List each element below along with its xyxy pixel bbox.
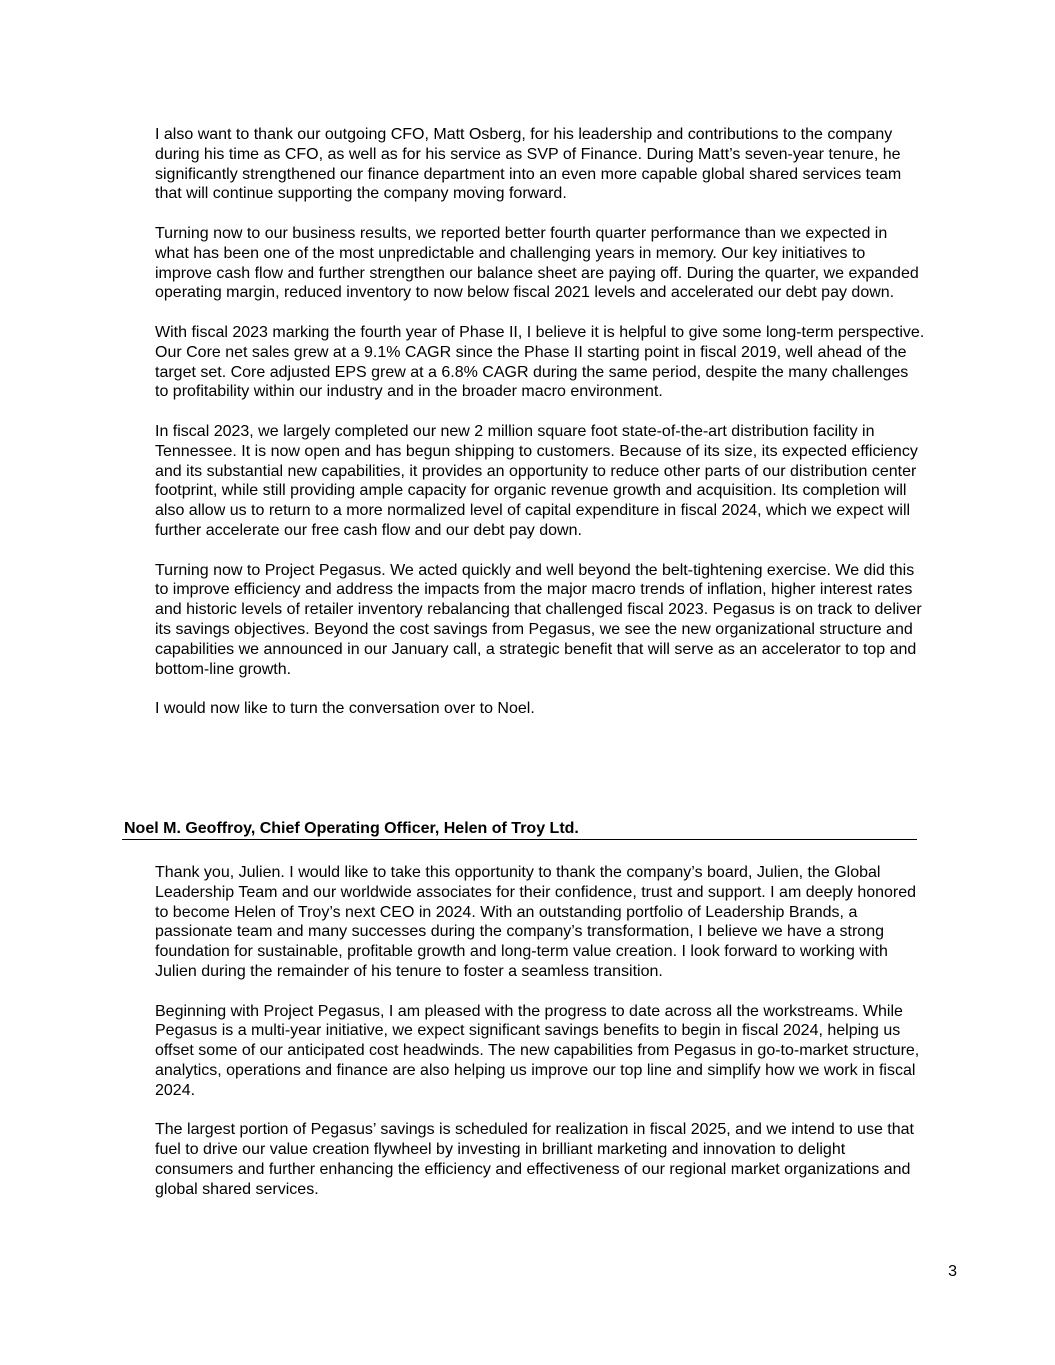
paragraph-distribution-facility: In fiscal 2023, we largely completed our new 2 million square foot state-of-the-art distribution facility in Tennessee. It is now open and has begun shipping to customers. Because of its size, its expected efficiency and its substantial new capabilities, it provides an opportunity to reduce other parts of our distribution center footprint, while still providing ample capacity for organic revenue growth and acquisition. Its completion will also allow us to return to a more normalized level of capital expenditure in fiscal 2024, which we expect will further accelerate our free cash flow and our debt pay down.	[155, 422, 918, 539]
section-cfo-remarks	[155, 125, 925, 719]
section-coo-remarks	[155, 863, 925, 1200]
paragraph-phase-two: With fiscal 2023 marking the fourth year of Phase II, I believe it is helpful to give some long-term perspective. Our Core net sales grew at a 9.1% CAGR since the Phase II starting point in fiscal 2019, well ahead of the target set. Core adjusted EPS grew at a 6.8% CAGR during the same period, despite the many challenges to profitability within our industry and in the broader macro environment.	[155, 323, 925, 401]
paragraph-coo-thanks: Thank you, Julien. I would like to take this opportunity to thank the company’s board, Julien, the Global Leadership Team and our worldwide associates for their confidence, trust and support. I am deeply honored to become Helen of Troy’s next CEO in 2024. With an outstanding portfolio of Leadership Brands, a passionate team and many successes during the company’s transformation, I believe we have a strong foundation for sustainable, profitable growth and long-term value creation. I look forward to working with Julien during the remainder of his tenure to foster a seamless transition.	[155, 864, 917, 980]
paragraph-business-results: Turning now to our business results, we reported better fourth quarter performance than we expected in what has been one of the most unpredictable and challenging years in memory. Our key initiatives to improve cash flow and further strengthen our balance sheet are paying off. During the quarter, we expanded operating margin, reduced inventory to now below fiscal 2021 levels and accelerated our debt pay down.	[155, 224, 919, 302]
page-number: 3	[948, 1263, 957, 1280]
paragraph-cfo-thanks: I also want to thank our outgoing CFO, Matt Osberg, for his leadership and contributions to the company during his time as CFO, as well as for his service as SVP of Finance. During Matt’s seven-year tenure, he significantly strengthened our finance department into an even more capable global shared services team that will continue supporting the company moving forward.	[155, 126, 902, 203]
paragraph-pegasus-savings: The largest portion of Pegasus’ savings is scheduled for realization in fiscal 2025, and we intend to use that fuel to drive our value creation flywheel by investing in brilliant marketing and innovation to delight consumers and further enhancing the efficiency and effectiveness of our regional market organizations and global shared services.	[155, 1121, 914, 1198]
paragraph-pegasus-progress: Beginning with Project Pegasus, I am pleased with the progress to date across all the workstreams. While Pegasus is a multi-year initiative, we expect significant savings benefits to begin in fiscal 2024, helping us offset some of our anticipated cost headwinds. The new capabilities from Pegasus in go-to-market structure, analytics, operations and finance are also helping us improve our top line and simplify how we work in fiscal 2024.	[155, 1002, 920, 1099]
paragraph-handover: I would now like to turn the conversation over to Noel.	[155, 700, 535, 718]
speaker-heading: Noel M. Geoffroy, Chief Operating Officer, Helen of Troy Ltd.	[122, 818, 917, 840]
paragraph-project-pegasus: Turning now to Project Pegasus. We acted quickly and well beyond the belt-tightening exercise. We did this to improve efficiency and address the impacts from the major macro trends of inflation, higher interest rates and historic levels of retailer inventory rebalancing that challenged fiscal 2023. Pegasus is on track to deliver its savings objectives. Beyond the cost savings from Pegasus, we see the new organizational structure and capabilities we announced in our January call, a strategic benefit that will serve as an accelerator to top and bottom-line growth.	[155, 561, 922, 678]
